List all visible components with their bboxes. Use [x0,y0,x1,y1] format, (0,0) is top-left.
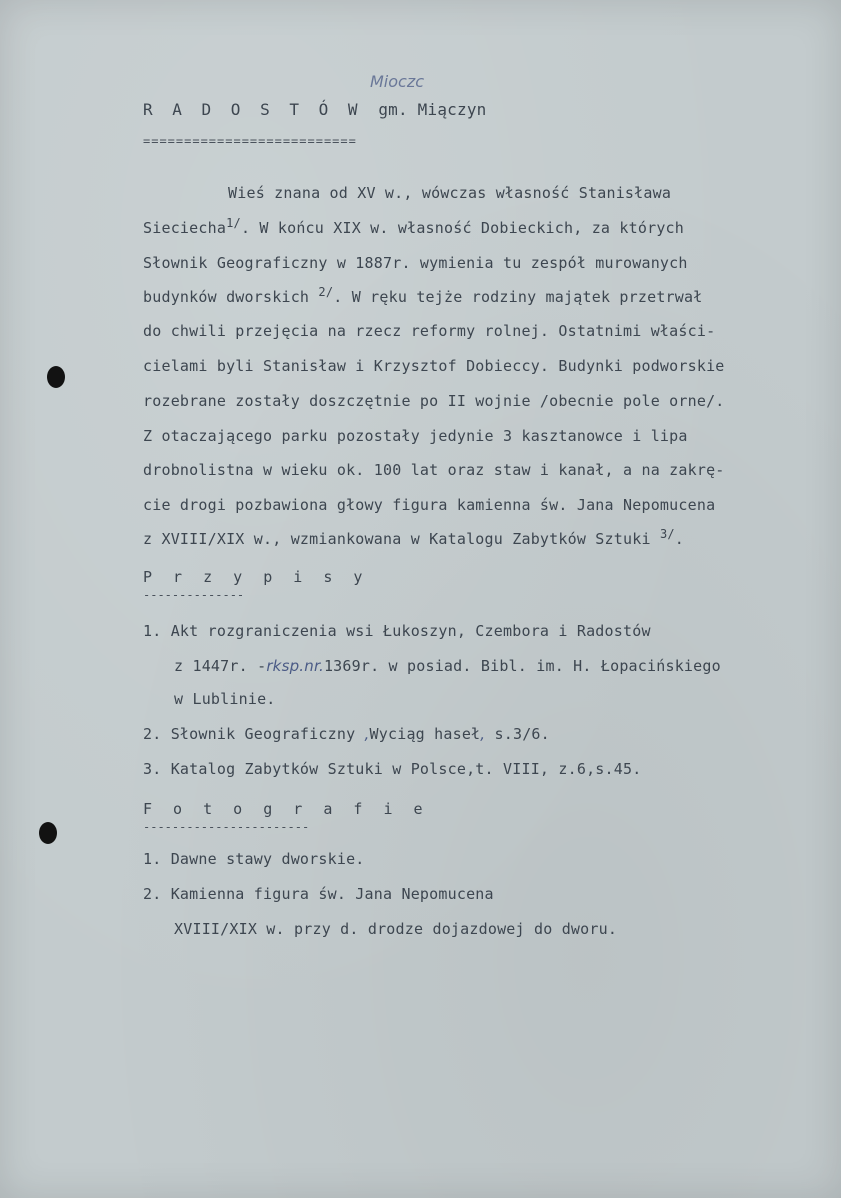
body-line-7: rozebrane zostały doszczętnie po II wojnie /obecnie pole orne/. [143,392,725,410]
punch-hole-top [47,366,65,388]
body-line-1: Wieś znana od XV w., wówczas własność Stanisława [228,184,672,202]
body-line-6: cielami byli Stanisław i Krzysztof Dobieccy. Budynki podworskie [143,357,725,375]
handwritten-comma-1: , [364,725,370,743]
przypis-2-pre: 2. Słownik Geograficzny [143,725,365,743]
footnote-mark-3: 3/ [659,527,675,541]
final-period: . [674,530,685,548]
handwritten-comma-2: , [480,725,486,743]
handwritten-signature-number: rksp.nr. [266,657,324,675]
przypis-1-line-2 [174,657,721,675]
footnote-mark-2: 2/ [318,285,334,299]
przypis-1-line-1: 1. Akt rozgraniczenia wsi Łukoszyn, Czembora i Radostów [143,622,651,640]
footnote-mark-1: 1/ [226,216,241,230]
body-line-4-rest: . W ręku tejże rodziny majątek przetrwał [333,288,703,306]
przypis-2-mid: Wyciąg haseł [369,725,481,743]
przypis-1-line-2-post: 1369r. w posiad. Bibl. im. H. Łopacińskiego [323,657,721,675]
przypis-2-line-1 [143,725,550,743]
body-line-2 [143,216,685,237]
body-line-4-start: budynków dworskich [143,288,310,306]
punch-hole-bottom [39,822,57,844]
body-line-9: drobnolistna w wieku ok. 100 lat oraz staw i kanał, a na zakrę- [143,461,725,479]
body-line-11 [143,527,685,548]
place-name: R A D O S T Ó W [143,100,363,119]
przypis-3-line-1: 3. Katalog Zabytków Sztuki w Polsce,t. VIII, z.6,s.45. [143,760,642,778]
przypis-1-line-2-pre: z 1447r. - [174,657,267,675]
przypis-2-post: s.3/6. [485,725,550,743]
fotografie-heading: F o t o g r a f i e [143,800,429,818]
fotografia-2-line-2: XVIII/XIX w. przy d. drodze dojazdowej do dworu. [174,920,618,938]
body-line-3: Słownik Geograficzny w 1887r. wymienia tu zespół murowanych [143,254,688,272]
body-line-4 [143,285,703,306]
title-underline: ========================== [143,134,357,148]
body-line-10: cie drogi pozbawiona głowy figura kamienna św. Jana Nepomucena [143,496,716,514]
body-line-11-text: z XVIII/XIX w., wzmiankowana w Katalogu Zabytków Sztuki [143,530,651,548]
body-line-8: Z otaczającego parku pozostały jedynie 3 kasztanowce i lipa [143,427,688,445]
gmina-name: gm. Miączyn [378,100,487,119]
fotografia-2-line-1: 2. Kamienna figura św. Jana Nepomucena [143,885,494,903]
przypisy-heading: P r z y p i s y [143,568,369,586]
przypis-1-line-3: w Lublinie. [174,690,276,708]
fotografie-underline: ----------------------- [143,820,310,834]
body-line-5: do chwili przejęcia na rzecz reformy rolnej. Ostatnimi właści- [143,322,716,340]
body-line-2-rest: . W końcu XIX w. własność Dobieckich, za których [240,219,685,237]
document-title [143,100,487,119]
body-line-2-start: Sieciecha [143,219,227,237]
przypisy-underline: -------------- [143,588,245,602]
fotografia-1: 1. Dawne stawy dworskie. [143,850,365,868]
handwritten-title-note: Mioczc [370,72,425,91]
